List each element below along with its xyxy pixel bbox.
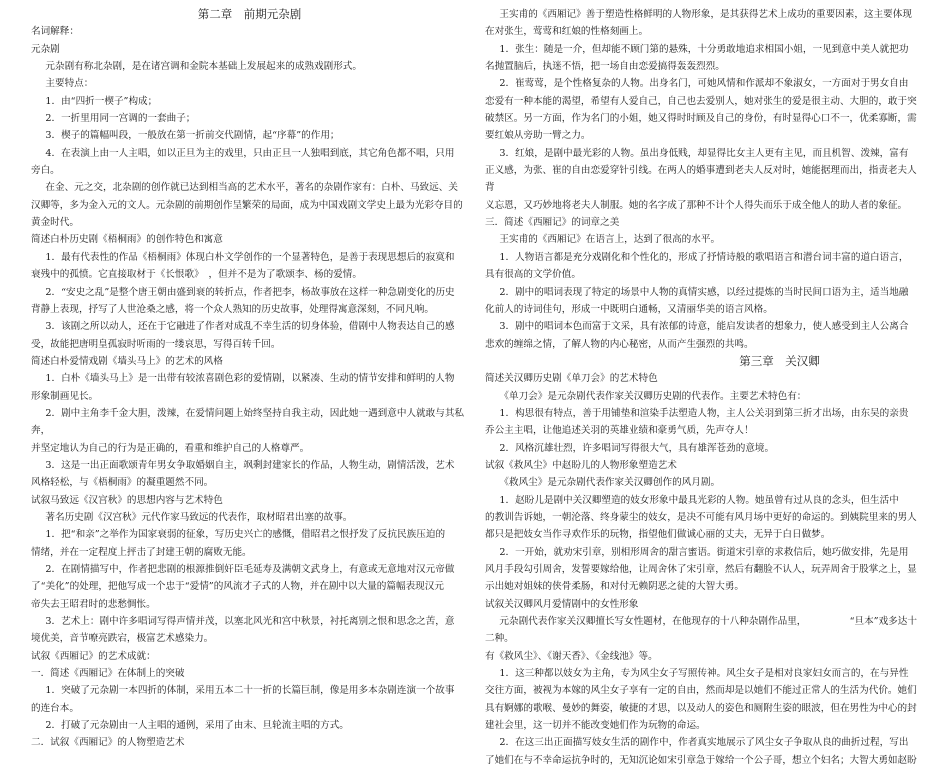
list-item: 2．在剧情描写中，作者把悲剧的根源推倒奸臣毛延寿及满朝文武身上，有意或无意地对汉元帝做 [45, 564, 455, 575]
chapter-3-title: 第三章 关汉卿 [739, 353, 820, 368]
list-item-cont: 并坚定地认为自己的行为是正确的，看重和维护自己的人格尊严。 [31, 442, 310, 454]
paragraph-cont: 汉卿等，多为金入元的文人。元杂剧的前期创作呈繁荣的局面，成为中国戏剧文学史上最为光彩夺目的 [31, 199, 463, 211]
list-item-cont: 情绪，并在一定程度上抨击了封建王朝的腐败无能。 [31, 546, 252, 558]
chapter-2-title: 第二章 前期元杂剧 [197, 7, 302, 21]
heading-term: 名词解释： [31, 26, 79, 38]
list-item-cont: 具有婀娜的歌喉、曼妙的舞姿，敏捷的才思，以及动人的姿色和厕附生姿的眼波，但在男性为中心的封 [485, 702, 917, 714]
section-heading: 简述关汉卿历史剧《单刀会》的艺术特色 [485, 373, 658, 385]
list-item: 1．这三种都以妓女为主角，专为风尘女子写照传神。风尘女子是相对良家妇女而言的，在与异性 [499, 668, 909, 680]
list-item-cont: 义忘恩，又巧妙地将老夫人制服。她的名字成了那种不计个人得失而乐于成全他人的助人者的象征。 [485, 199, 908, 211]
section-heading: 简述白朴爱情戏剧《墙头马上》的艺术的风格 [31, 355, 223, 367]
list-item-cont: 的教训告诉她，一朝沦落、终身蒙尘的妓女，是决不可能有风月场中更好的命运的。到姨院里来的男人 [485, 511, 917, 523]
paragraph-cont: 在对张生，莺莺和红娘的性格刻画上。 [485, 26, 649, 38]
paragraph [485, 613, 924, 648]
list-item: 3．这是一出正面歌颂青年男女争取婚姻自主，飒剩封建家长的作品，人物生动，剧情活泼，艺术 [45, 459, 455, 471]
paragraph: 王实甫的《西厢记》在语言上，达到了很高的水平。 [499, 234, 721, 246]
list-item-cont: 乔公主主唱，让他追述关羽的英雄业绩和豪勇气质，先声夺人！ [485, 425, 754, 437]
list-item-cont: 的连台本。 [31, 702, 79, 714]
list-item: 1．人物语言都是充分戏剧化和个性化的，形成了抒情诗般的歌唱语言和潜台词丰富的道白语言， [499, 251, 909, 263]
list-item: 3．艺术上：剧中许多唱词写得声情并茂，以塞北风光和宫中秋景，衬托离别之恨和思念之苦，意 [45, 616, 455, 628]
list-item-cont: 交往方面，被视为本嫁的风尘女子享有一定的自由，然而却是以她们不能过正常人的生活为代价。她们 [485, 685, 917, 697]
list-item: 1．赵盼儿是剧中关汉卿塑造的妓女形象中最具光彩的人物。她虽曾有过从良的念头，但生活中 [499, 494, 899, 506]
list-item: 2．“安史之乱”是整个唐王朝由盛到衰的转折点，作者把李，杨故事放在这样一种急剧变化的历史 [45, 286, 455, 298]
list-item-cont: 悲欢的缠绵之情，了解人物的内心秘密，从而产生强烈的共鸣。 [485, 338, 754, 350]
list-item: 2．一开始，就劝宋引章，别相形周舍的甜言蜜语。街道宋引章的求救信后，她巧做安排，先是用 [499, 546, 909, 558]
paragraph: 在金、元之交，北杂剧的创作就已达到相当高的艺术水平，著名的杂剧作家有：白朴、马致远、关 [45, 182, 458, 194]
paragraph: 元杂剧有称北杂剧，是在诸宫调和金院本基础上发展起来的成熟戏剧形式。 [45, 61, 362, 73]
section-heading: 试叙《西厢记》的艺术成就： [31, 650, 156, 662]
list-item: 4．在表演上由一人主唱，如以正旦为主的戏里，只由正旦一人独唱到底，其它角色都不唱，只用 [45, 147, 455, 159]
list-item-cont: 旁白。 [31, 165, 60, 177]
dan-ben-count: “旦本”戏多达十二种。 [485, 616, 917, 645]
list-item: 2．剧中主角李千金大胆，泼辣，在爱情问题上始终坚持自我主动，因此她一遇到意中人就敢与其私奔， [31, 407, 465, 437]
list-item-cont: 受，故能把唐明皇孤寂时听雨的一缕哀思，写得百转千回。 [31, 338, 281, 350]
list-item: 1．把“和亲”之举作为国家衰弱的征象，写历史兴亡的感慨，借昭君之恨抒发了反抗民族压迫的 [45, 529, 446, 541]
list-item: 1．张生：随是一介，但却能不顾门第的悬殊，十分勇敢地追求相国小姐，一见到意中美人就把功 [499, 43, 909, 55]
paragraph-text: 元杂剧代表作家关汉卿擅长写女性题材，在他现存的十八种杂剧作品里， [499, 616, 807, 628]
list-item: 1．最有代表性的作品《梧桐雨》体现白朴文学创作的一个显著特色，是善于表现思想后的寂寞和 [45, 251, 455, 263]
section-heading: 试叙《救风尘》中赵盼儿的人物形象塑造艺术 [485, 459, 677, 471]
list-item-cont: 风格轻松，与《梧桐雨》的凝重题然不同。 [31, 477, 214, 489]
list-item-cont: 建社会里，这一切并不能改变她们作为玩物的命运。 [485, 720, 706, 732]
list-item: 1．构思很有特点，善于用铺垫和渲染手法塑造人物，主人公关羽到第三折才出场，由东吴的亲贵 [499, 407, 909, 419]
list-item: 1．白朴《墙头马上》是一出带有较浓喜剧色彩的爱情剧，以紧凑、生动的情节安排和鲜明的人物 [45, 373, 455, 385]
list-item-cont: 境优美，音节嘹亮跌宕，极富艺术感染力。 [31, 633, 214, 645]
list-item-cont: 正义感，为张、崔的自由恋爱穿针引线。在两人的婚事遭到老夫人反对时，她能据理而出，指责老夫人背 [485, 165, 917, 194]
paragraph-cont: 黄金时代。 [31, 217, 79, 229]
list-item: 3．红娘，是剧中最光彩的人物。虽出身低贱，却显得比女主人更有主见，而且机智、泼辣，富有 [499, 147, 909, 159]
paragraph: 主要特点： [45, 78, 94, 90]
section-heading: 试叙马致远《汉宫秋》的思想内容与艺术特色 [31, 494, 223, 506]
section-heading: 试叙关汉卿风月爱情剧中的女性形象 [485, 598, 639, 610]
list-item: 1．突破了元杂剧一本四折的体制，采用五本二十一折的长篇巨制，像是用多本杂剧连演一个故事 [45, 685, 455, 697]
paragraph: 王实甫的《西厢记》善于塑造性格鲜明的人物形象，是其获得艺术上成功的重要因素，这主要体现 [499, 9, 912, 20]
list-item: 3．楔子的篇幅叫段，一般放在第一折前交代剧情，起“序幕”的作用； [45, 130, 340, 142]
list-item: 3．剧中的唱词本色而富于文采，具有浓郁的诗意，能启发读者的想象力，使人感受到主人公离合 [499, 321, 909, 333]
paragraph: 《救风尘》是元杂剧代表作家关汉卿创作的风月剧。 [499, 477, 721, 489]
subsection-heading: 一．简述《西厢记》在体制上的突破 [31, 668, 185, 680]
list-item-cont: 了“美化”的处理，把他写成一个忠于“爱情”的风流才子式的人物，并在剧中以大量的篇幅表现汉元 [31, 581, 444, 593]
list-item: 2．崔莺莺，是个性格复杂的人物。出身名门，可她风情和作派却不象淑女，一方面对于男女自由 [499, 78, 909, 90]
list-item-cont: 具有很高的文学价值。 [485, 269, 581, 281]
paragraph: 《单刀会》是元杂剧代表作家关汉卿历史剧的代表作。主要艺术特色有： [499, 390, 807, 402]
list-item: 2．在这三出正面描写妓女生活的剧作中，作者真实地展示了风尘女子争取从良的曲折过程，写出 [499, 737, 909, 749]
list-item-cont: 风月手段勾引周舍，发誓要嫁给他，让周舍休了宋引章，然后有翻脸不认人，玩弄周舍于股掌之上，显 [485, 564, 917, 575]
left-column [31, 6, 468, 749]
list-item-cont: 了她们在与不幸命运抗争时的，无知沉论如宋引章急于嫁给一个公子哥，想立个妇名；大智大勇如赵盼 [485, 754, 917, 766]
list-item: 2．风格沉雄壮烈，许多唱词写得很大气，具有雄浑苍劲的意境。 [499, 442, 775, 454]
section-heading: 简述白朴历史剧《梧桐雨》的创作特色和寓意 [31, 234, 223, 246]
term-zaju: 元杂剧 [31, 43, 60, 55]
paragraph-cont: 有《救风尘》、《谢天香》、《金线池》等。 [485, 650, 658, 662]
list-item: 2．剧中的唱词表现了特定的场景中人物的真情实感，以经过提炼的当时民间口语为主，适当地融 [499, 286, 909, 298]
subsection-heading: 二．试叙《西厢记》的人物塑造艺术 [31, 737, 185, 749]
list-item-cont: 形象制画见长。 [31, 390, 99, 402]
list-item: 2．打破了元杂剧由一人主唱的通例，采用了由末、旦轮流主唱的方式。 [45, 720, 349, 732]
list-item: 3．该剧之所以动人，还在于它融进了作者对成乱不幸生活的切身体验，借剧中人物表达自己的感 [45, 321, 455, 333]
list-item: 1．由“四折一楔子”构成； [45, 95, 158, 107]
list-item-cont: 破禁区。另一方面，作为名门的小姐，她又得时时顾及自己的身份，有时显得心口不一，优柔寡断，需 [485, 113, 917, 125]
list-item-cont: 帝失去王昭君时的悲愁惆怅。 [31, 598, 156, 610]
list-item: 2．一折里用同一宫调的一套曲子； [45, 113, 196, 125]
list-item-cont: 示出她对姐妹的侠骨柔肠，和对付无赖阴恶之徒的大智大勇。 [485, 581, 745, 593]
list-item-cont: 要红娘从旁助一臂之力。 [485, 130, 591, 142]
list-item-cont: 名抛置脑后，执迷不悟，把一场自由恋爱搞得轰轰烈烈。 [485, 61, 725, 73]
subsection-heading: 三．简述《西厢记》的词章之美 [485, 217, 620, 229]
list-item-cont: 都只是把妓女当作寻欢作乐的玩物，指望他们做诚心丽的丈夫，无异于白日做梦。 [485, 529, 831, 541]
list-item-cont: 衰残中的孤愤。它直接取材于《长恨歌》 ，但并不是为了歌颂李、杨的爱情。 [31, 269, 362, 281]
list-item-cont: 背静上表现，抒写了人世沧桑之感，将一个众人熟知的历史故事，处理得寓意深刻，不同凡响。 [31, 303, 434, 315]
paragraph: 著名历史剧《汉宫秋》元代作家马致远的代表作，取材昭君出塞的故事。 [45, 511, 353, 523]
right-column [485, 6, 924, 766]
list-item-cont: 化前人的诗词佳句，形成一中既明白通畅，又清丽华美的语言风格。 [485, 303, 773, 315]
list-item-cont: 恋爱有一种本能的渴望，希望有人爱自己，自己也去爱别人，她对张生的爱是很主动、大胆的，敢于突 [485, 95, 917, 107]
